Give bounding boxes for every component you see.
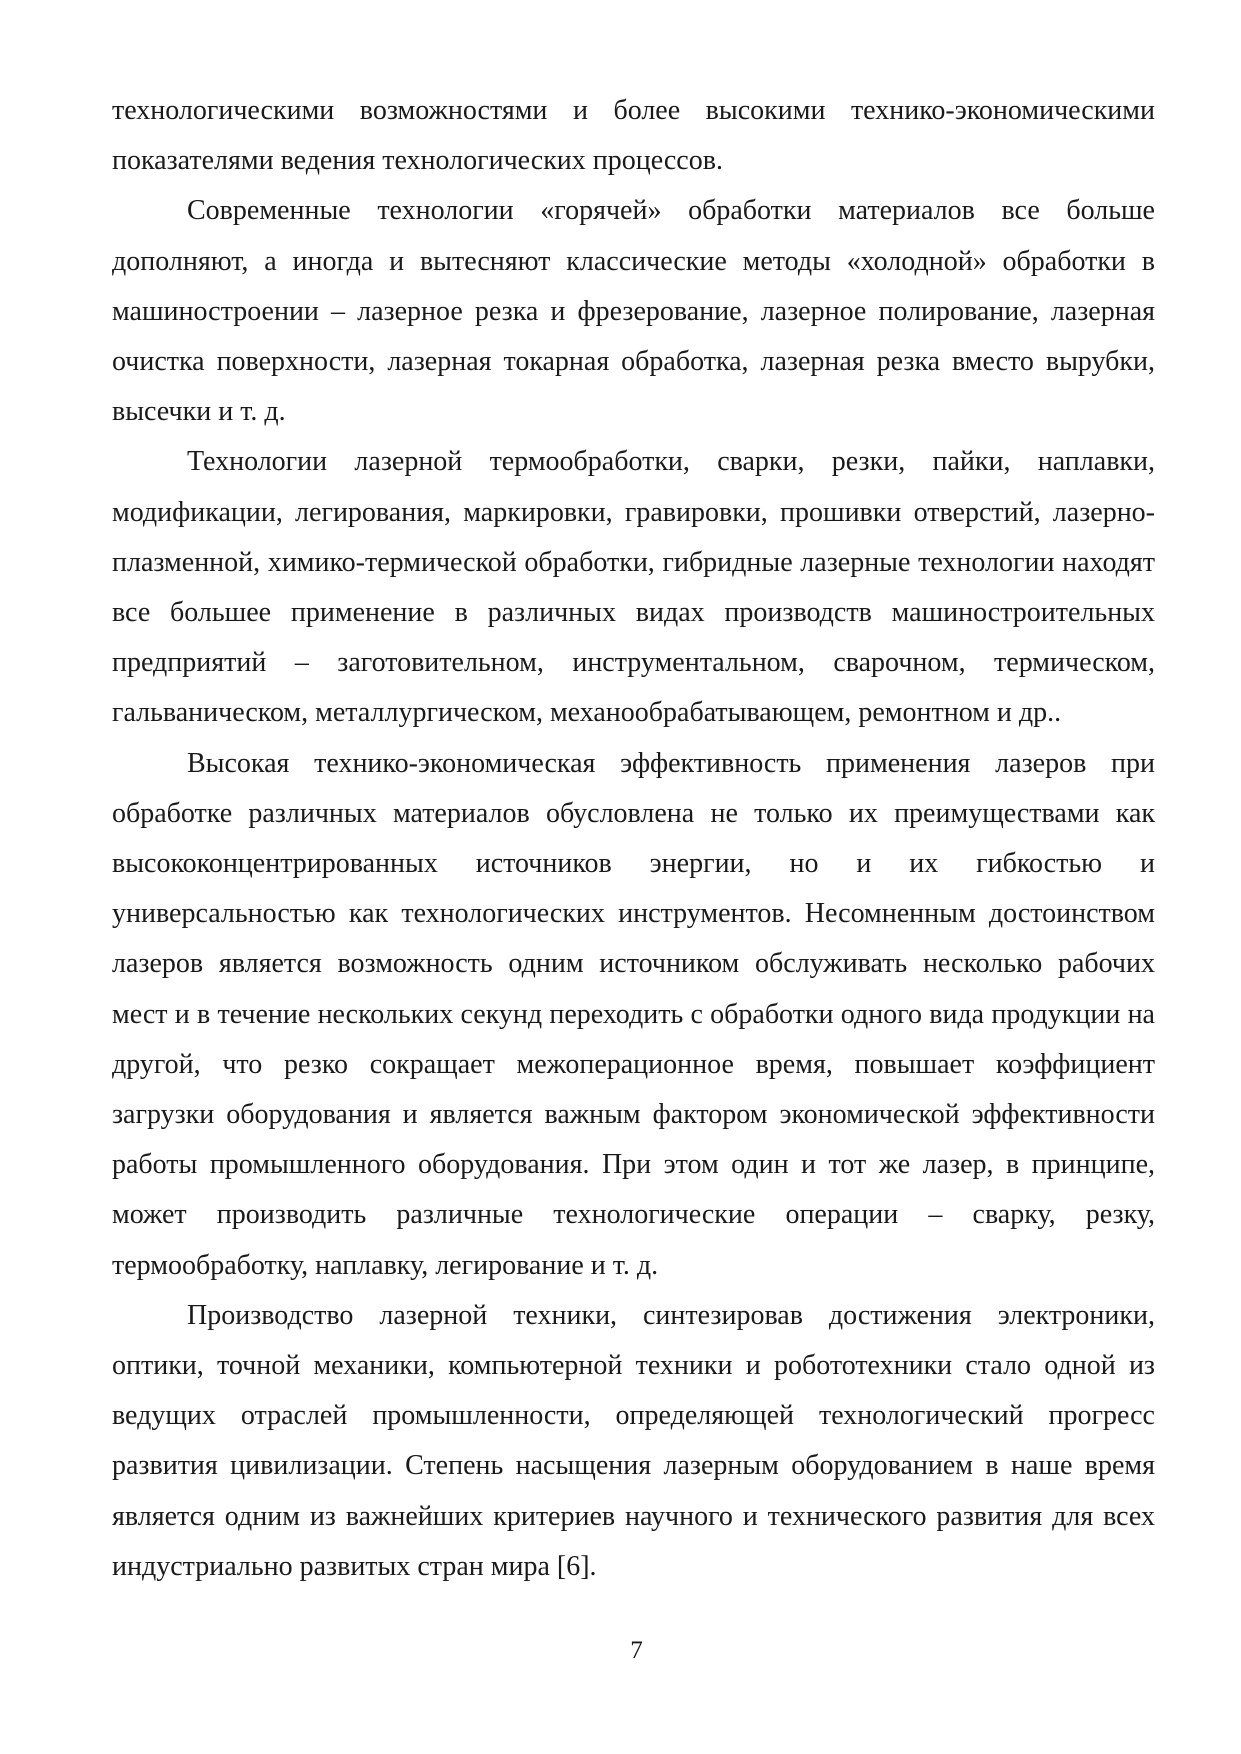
document-body: [112, 86, 1155, 1592]
paragraph-hot-processing: Современные технологии «горячей» обработки материалов все больше дополняют, а иногда и вытесняют классические методы «холодной» обработки в машиностроении – лазерное резка и фрезерование, лазерное полирование, лазерная очистка поверхности, лазерная токарная обработка, лазерная резка вместо вырубки, высечки и т. д.: [112, 195, 1155, 428]
page-number: 7: [630, 1637, 643, 1664]
paragraph-laser-technologies: Технологии лазерной термообработки, сварки, резки, пайки, наплавки, модификации, легирования, маркировки, гравировки, прошивки отверстий, лазерно-плазменной, химико-термической обработки, гибридные лазерные технологии находят все большее применение в различных видах производств машиностроительных предприятий – заготовительном, инструментальном, сварочном, термическом, гальваническом, металлургическом, механообрабатывающем, ремонтном и др..: [112, 446, 1155, 729]
paragraph-laser-industry: Производство лазерной техники, синтезировав достижения электроники, оптики, точной механики, компьютерной техники и робототехники стало одной из ведущих отраслей промышленности, определяющей технологический прогресс развития цивилизации. Степень насыщения лазерным оборудованием в наше время является одним из важнейших критериев научного и технического развития для всех индустриально развитых стран мира [6].: [112, 1299, 1155, 1582]
paragraph-efficiency: Высокая технико-экономическая эффективность применения лазеров при обработке различных материалов обусловлена не только их преимуществами как высококонцентрированных источников энергии, но и их гибкостью и универсальностью как технологических инструментов. Несомненным достоинством лазеров является возможность одним источником обслуживать несколько рабочих мест и в течение нескольких секунд переходить с обработки одного вида продукции на другой, что резко сокращает межоперационное время, повышает коэффициент загрузки оборудования и является важным фактором экономической эффективности работы промышленного оборудования. При этом один и тот же лазер, в принципе, может производить различные технологические операции – сварку, резку, термообработку, наплавку, легирование и т. д.: [112, 747, 1155, 1281]
paragraph-continued: технологическими возможностями и более высокими технико-экономическими показателями ведения технологических процессов.: [112, 95, 1155, 177]
